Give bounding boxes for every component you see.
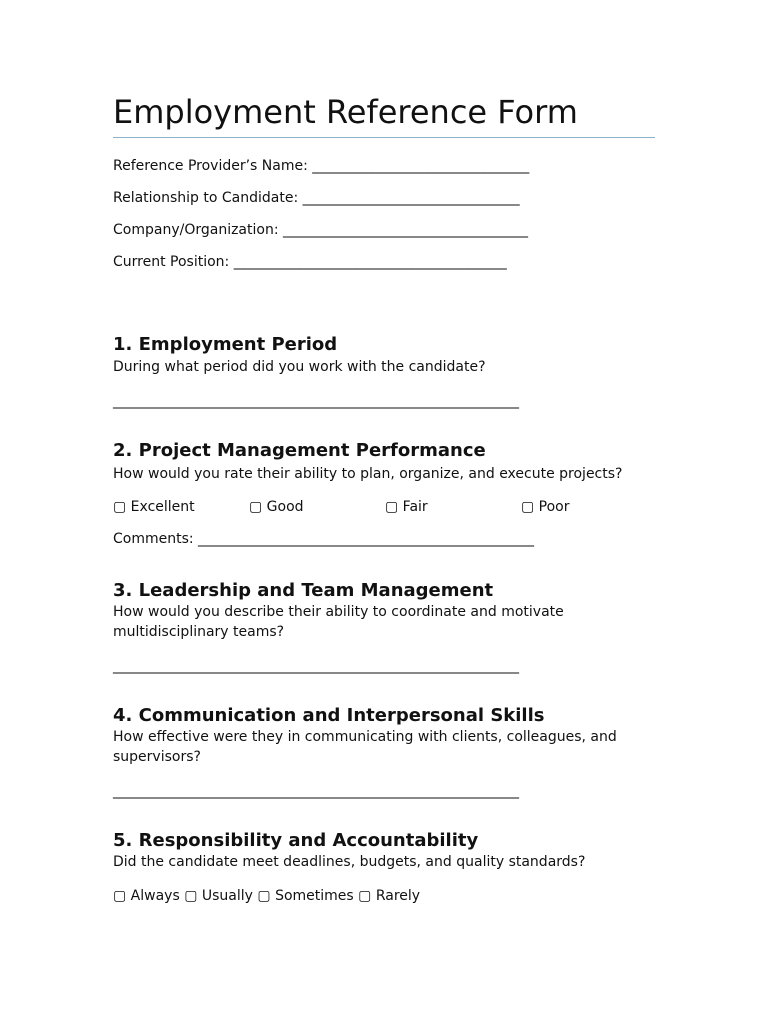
provider-name-field[interactable]: Reference Provider’s Name: _______________________________ [113,158,530,174]
section-1-question: During what period did you work with the candidate? [113,359,486,375]
section-4-question: How effective were they in communicating with clients, colleagues, and supervisors? [113,729,617,765]
option-excellent[interactable]: ▢ Excellent [113,499,195,515]
section-3-question: How would you describe their ability to coordinate and motivate multidisciplinary teams? [113,604,564,640]
section-1-answer-line[interactable]: __________________________________________________________ [113,393,519,409]
section-3-answer-line[interactable]: __________________________________________________________ [113,658,519,674]
section-2-heading: 2. Project Management Performance [113,440,486,461]
section-1-heading: 1. Employment Period [113,334,338,355]
company-field[interactable]: Company/Organization: ___________________________________ [113,222,528,238]
option-good[interactable]: ▢ Good [249,499,304,515]
section-5-heading: 5. Responsibility and Accountability [113,830,479,851]
section-3-heading: 3. Leadership and Team Management [113,580,494,601]
title-divider [113,137,655,138]
section-2-comments-line[interactable]: Comments: ________________________________________________ [113,531,535,547]
section-5-options[interactable]: ▢ Always ▢ Usually ▢ Sometimes ▢ Rarely [113,888,421,904]
option-poor[interactable]: ▢ Poor [521,499,570,515]
section-5-question: Did the candidate meet deadlines, budgets, and quality standards? [113,854,586,870]
section-2-question: How would you rate their ability to plan, organize, and execute projects? [113,466,623,482]
section-4-heading: 4. Communication and Interpersonal Skills [113,705,545,726]
option-fair[interactable]: ▢ Fair [385,499,428,515]
page-title: Employment Reference Form [113,93,578,131]
relationship-field[interactable]: Relationship to Candidate: _______________________________ [113,190,520,206]
current-position-field[interactable]: Current Position: _______________________________________ [113,254,507,270]
section-4-answer-line[interactable]: __________________________________________________________ [113,783,519,799]
